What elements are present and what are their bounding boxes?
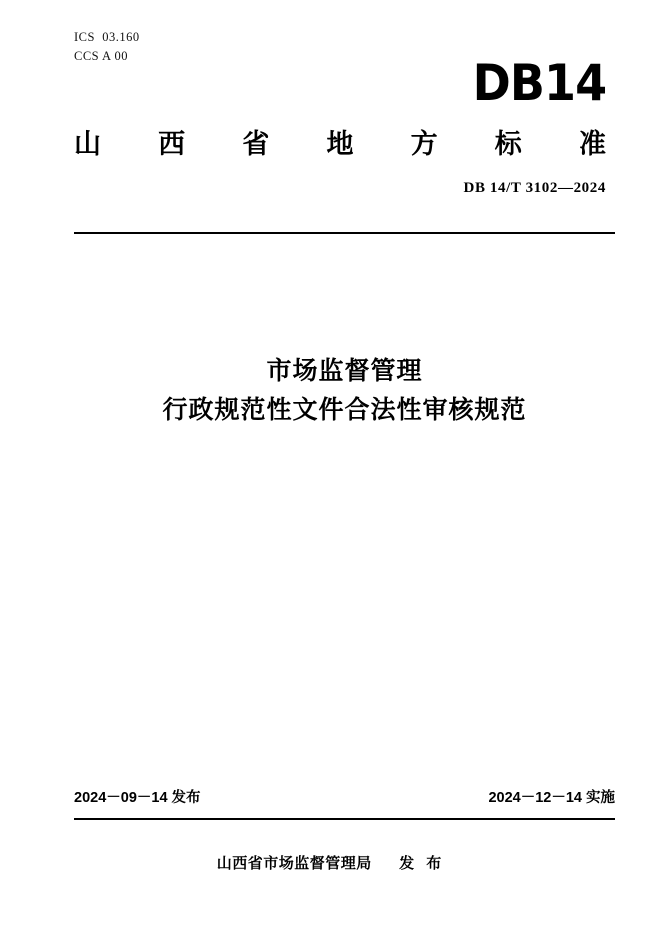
series-char-4: 方 [410, 129, 438, 159]
ics-code: ICS 03.160 [74, 30, 140, 44]
ccs-code: CCS A 00 [74, 49, 129, 64]
db14-logo: DB14 [472, 54, 606, 112]
series-char-1: 西 [158, 129, 186, 159]
issuing-authority [0, 852, 662, 873]
issuer-action: 发 布 [399, 855, 446, 872]
series-char-2: 省 [242, 129, 270, 159]
series-char-5: 标 [494, 129, 522, 159]
header-divider [74, 232, 615, 234]
footer-divider [74, 818, 615, 820]
classification-codes [74, 28, 140, 67]
series-char-6: 准 [578, 129, 606, 159]
effective-date: 2024－12－14 实施 [488, 790, 615, 806]
publication-dates [74, 786, 615, 807]
document-title-line2: 行政规范性文件合法性审核规范 [162, 395, 527, 424]
series-char-0: 山 [74, 129, 101, 159]
document-title [74, 352, 615, 430]
issue-date: 2024－09－14 发布 [74, 790, 201, 806]
standard-number: DB 14/T 3102—2024 [463, 180, 606, 196]
series-char-3: 地 [326, 129, 354, 159]
standard-series-title [74, 122, 606, 161]
issuer-name: 山西省市场监督管理局 [216, 855, 372, 872]
document-title-line1: 市场监督管理 [266, 357, 423, 385]
